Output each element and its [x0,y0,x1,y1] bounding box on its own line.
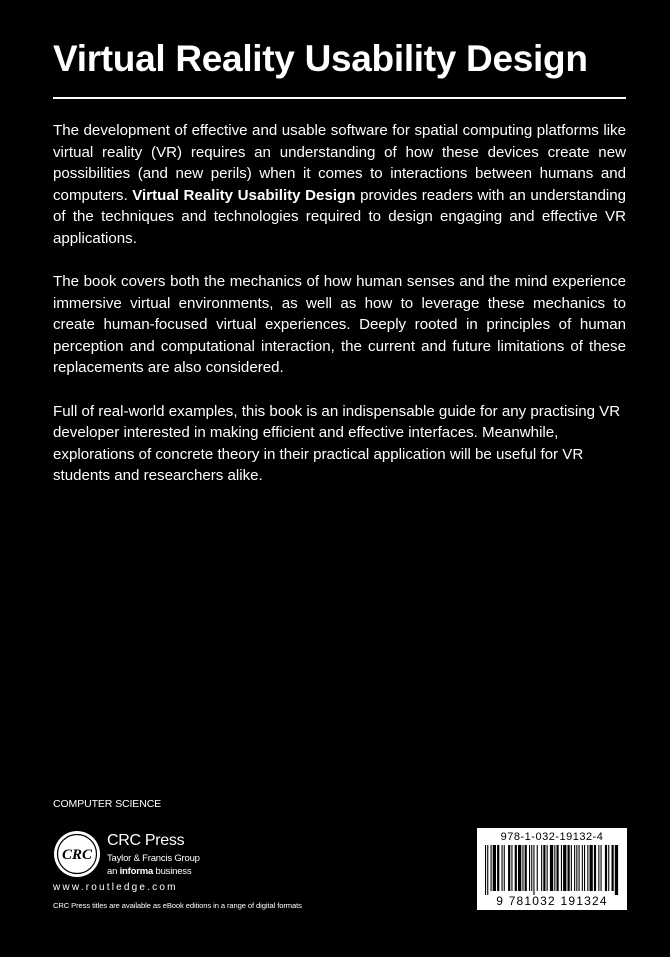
barcode-bar [557,845,559,891]
book-title: Virtual Reality Usability Design [53,38,588,79]
barcode-bars-icon [485,845,619,895]
barcode-bar [594,845,596,891]
barcode-bar [615,845,618,895]
barcode-bar [491,845,492,891]
publisher-affiliation [107,866,191,877]
barcode-bar [522,845,523,891]
title-divider [53,97,626,99]
crc-press-logo-icon [53,830,101,878]
barcode-bar [543,845,545,891]
barcode-bar [579,845,580,891]
barcode-bar [485,845,486,895]
isbn-digits [477,894,627,908]
barcode-bar [533,845,534,895]
barcode-bar [493,845,496,891]
barcode-bar [605,845,607,891]
blurb-paragraph-1-title: Virtual Reality Usability Design [132,186,356,204]
barcode-bar [582,845,583,891]
barcode-bar [574,845,575,891]
isbn-digits-tail: 191324 [560,894,608,908]
subject-category: COMPUTER SCIENCE [53,798,162,810]
barcode-bar [568,845,570,891]
publisher-affiliation-suffix: business [153,866,192,877]
barcode-bar [518,845,521,891]
blurb-paragraph-2: The book covers both the mechanics of how human senses and the mind experience immersive virtual environments, as well as how to leverage these mechanics to create human-focused virtual experiences. Deeply rooted in principles of human perception and computational interaction, the current and future limitations of these replacements are also considered. [53,273,626,376]
barcode-bar [612,845,614,891]
barcode-bar [587,845,588,891]
ebook-availability-note: CRC Press titles are available as eBook editions in a range of digital formats [53,901,302,910]
blurb-paragraph-1 [53,120,626,249]
publisher-name: CRC Press [107,832,185,849]
barcode-bar [590,845,593,891]
publisher-affiliation-brand: informa [119,866,154,877]
publisher-website: www.routledge.com [53,882,178,893]
isbn-barcode [477,828,627,910]
barcode-bar [508,845,510,891]
barcode-bar [547,845,548,891]
barcode-bar [541,845,542,891]
barcode-bar [571,845,572,891]
barcode-bar [608,845,609,891]
blurb-paragraph-1-start: The development of effective and usable software for spatial computing platforms like virtual reality (VR) requires an understanding of how these devices create new possibilities (and new perils) when it comes to interactions between humans and computers. [53,122,626,204]
barcode-bar [515,845,517,891]
barcode-bar [563,845,566,891]
barcode-bar [554,845,555,891]
barcode-bar [531,845,532,891]
publisher-affiliation-prefix: an [107,866,120,877]
barcode-bar [487,845,488,895]
publisher-group: Taylor & Francis Group [107,853,200,864]
barcode-bar [497,845,499,891]
barcode-bar [561,845,562,891]
blurb-paragraph-3: Full of real-world examples, this book is an indispensable guide for any practising VR developer interested in making efficient and effective interfaces. Meanwhile, explorations of concrete theory in their practical application will be useful for VR students and researchers alike. [53,402,621,484]
barcode-bar [502,845,503,891]
barcode-bar [584,845,585,891]
blurb-paragraph-1-end: provides readers with an understanding of the techniques and technologies required to design engaging and effective VR applications. [53,186,626,247]
barcode-bar [598,845,599,891]
crc-logo-lettering: CRC [61,847,93,863]
barcode-bar [537,845,538,891]
barcode-bar [504,845,505,891]
barcode-bar [576,845,577,891]
isbn-digits-lead: 9 [496,894,505,908]
isbn-digits-main: 781032 [508,894,556,908]
barcode-bar [601,845,602,891]
barcode-bar [550,845,553,891]
barcode-bar [525,845,527,891]
blurb [53,120,626,509]
isbn-number: 978-1-032-19132-4 [500,831,604,843]
barcode-bar [511,845,512,891]
barcode-bar [529,845,530,891]
